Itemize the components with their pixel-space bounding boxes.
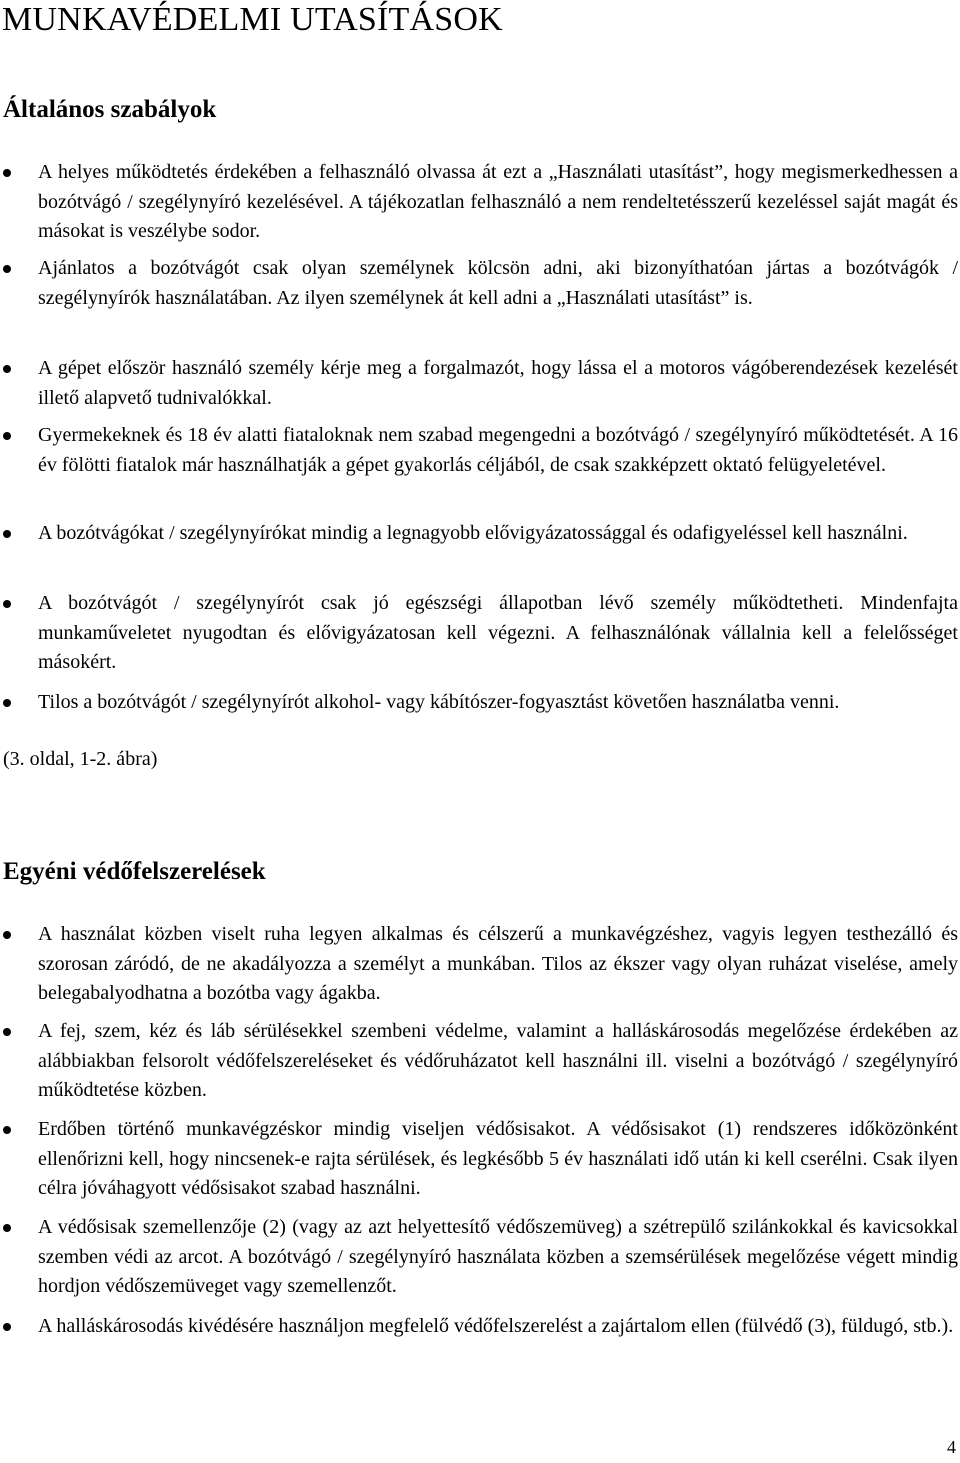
bullet-icon [3,1323,11,1331]
bullet-icon [3,432,11,440]
bullet-icon [3,699,11,707]
list-item-text: Ajánlatos a bozótvágót csak olyan személynek kölcsön adni, aki bizonyíthatóan jártas a bozótvágók / szegélynyírók használatában. Az ilyen személynek át kell adni a „Használati utasítást” is. [38,257,958,309]
list-item-text: A bozótvágót / szegélynyírót csak jó egészségi állapotban lévő személy működtetheti. Mindenfajta munkaműveletet nyugodtan és elővigyázatosan kell végezni. A felhasználónak vállalnia kell a felelősséget másokért. [38,592,958,673]
bullet-icon [3,1028,11,1036]
list-item [38,589,958,678]
list-item [38,1312,958,1342]
list-item [38,254,958,313]
bullet-icon [3,1126,11,1134]
list-item [38,354,958,413]
list-item [38,1213,958,1302]
list-item [38,920,958,1009]
bullet-icon [3,265,11,273]
list-item-text: A gépet először használó személy kérje meg a forgalmazót, hogy lássa el a motoros vágóberendezések kezelését illető alapvető tudnivalókkal. [38,357,958,409]
bullet-icon [3,1224,11,1232]
page-number: 4 [947,1437,956,1457]
figure-reference: (3. oldal, 1-2. ábra) [3,748,158,770]
list-item [38,1115,958,1204]
document-title: MUNKAVÉDELMI UTASÍTÁSOK [2,1,503,38]
list-item [38,1017,958,1106]
list-item [38,421,958,480]
list-item-text: Erdőben történő munkavégzéskor mindig viseljen védősisakot. A védősisakot (1) rendszeres időközönként ellenőrizni kell, hogy nincsenek-e rajta sérülések, és legkésőbb 5 év használati idő után ki kell cserélni. Csak ilyen célra jóváhagyott védősisakot szabad használni. [38,1118,958,1199]
list-item-text: A használat közben viselt ruha legyen alkalmas és célszerű a munkavégzéshez, vagyis legyen testhezálló és szorosan záródó, de ne akadályozza a személyt a munkában. Tilos az ékszer vagy olyan ruházat viselése, amely belegabalyodhatna a bozótba vagy ágakba. [38,923,958,1004]
list-item-text: Tilos a bozótvágót / szegélynyírót alkohol- vagy kábítószer-fogyasztást követően használatba venni. [38,691,840,713]
bullet-icon [3,530,11,538]
section-heading-general-rules: Általános szabályok [3,96,217,123]
list-item [38,519,958,549]
list-item-text: A fej, szem, kéz és láb sérülésekkel szembeni védelme, valamint a halláskárosodás megelőzése érdekében az alábbiakban felsorolt védőfelszereléseket és védőruházatot kell használni ill. viselni a bozótvágó / szegélynyíró működtetése közben. [38,1020,958,1101]
list-item [38,688,958,718]
list-item-text: A halláskárosodás kivédésére használjon megfelelő védőfelszerelést a zajártalom ellen (fülvédő (3), füldugó, stb.). [38,1315,954,1337]
bullet-icon [3,365,11,373]
list-item-text: A helyes működtetés érdekében a felhasználó olvassa át ezt a „Használati utasítást”, hogy megismerkedhessen a bozótvágó / szegélynyíró kezelésével. A tájékozatlan felhasználó a nem rendeltetésszerű kezeléssel saját magát és másokat is veszélybe sodor. [38,161,958,242]
bullet-icon [3,931,11,939]
list-item [38,158,958,247]
section-heading-protective-equipment: Egyéni védőfelszerelések [3,858,266,885]
bullet-icon [3,600,11,608]
list-item-text: Gyermekeknek és 18 év alatti fiataloknak nem szabad megengedni a bozótvágó / szegélynyíró működtetését. A 16 év fölötti fiatalok már használhatják a gépet gyakorlás céljából, de csak szakképzett oktató felügyeletével. [38,424,958,476]
list-item-text: A bozótvágókat / szegélynyírókat mindig a legnagyobb elővigyázatossággal és odafigyeléssel kell használni. [38,522,908,544]
bullet-icon [3,169,11,177]
list-item-text: A védősisak szemellenzője (2) (vagy az azt helyettesítő védőszemüveg) a szétrepülő szilánkokkal és kavicsokkal szemben védi az arcot. A bozótvágó / szegélynyíró használata közben a szemsérülések megelőzése végett mindig hordjon védőszemüveget vagy szemellenzőt. [38,1216,958,1297]
